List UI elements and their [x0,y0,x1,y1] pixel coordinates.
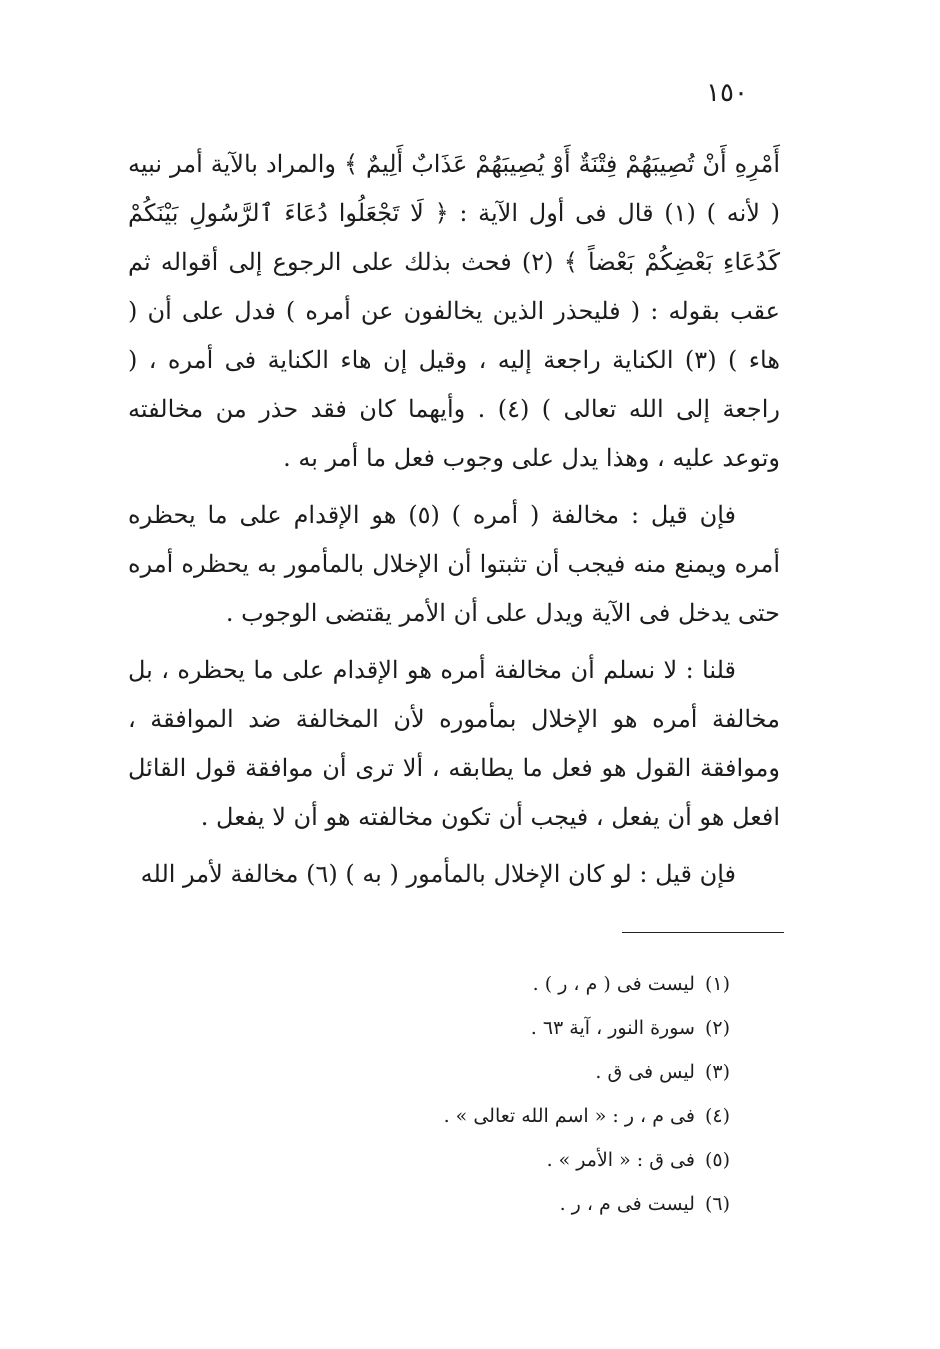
footnote-4 [200,1094,730,1138]
footnote-2 [200,1006,730,1050]
paragraph-3: قلنا : لا نسلم أن مخالفة أمره هو الإقدام على ما يحظره ، بل مخالفة أمره هو الإخلال بمأموره لأن المخالفة ضد الموافقة ، وموافقة القول هو فعل ما يطابقه ، ألا ترى أن موافقة قول القائل افعل هو أن يفعل ، فيجب أن تكون مخالفته هو أن لا يفعل . [128,656,780,831]
footnote-number: (٦) [704,1193,730,1215]
footnote-number: (٣) [704,1061,730,1083]
footnote-number: (٢) [704,1017,730,1039]
footnote-6 [200,1182,730,1226]
footnote-text: فى ق : « الأمر » . [546,1149,695,1171]
page-number: ١٥٠ [706,78,748,108]
footnote-number: (٤) [704,1105,730,1127]
footnote-number: (١) [704,973,730,995]
footnote-text: ليست فى ( م ، ر ) . [532,973,695,995]
footnote-number: (٥) [704,1149,730,1171]
footnote-text: ليست فى م ، ر . [559,1193,695,1215]
footnotes-list [200,962,730,1226]
footnote-3 [200,1050,730,1094]
paragraph-1: أَمْرِهِ أَنْ تُصِيبَهُمْ فِتْنَةٌ أَوْ يُصِيبَهُمْ عَذَابٌ أَلِيمٌ ﴾ والمراد بالآية أمر نبيه ( لأنه ) (١) قال فى أول الآية : ﴿ لَا تَجْعَلُوا دُعَاءَ ٱلرَّسُولِ بَيْنَكُمْ كَدُعَاءِ بَعْضِكُمْ بَعْضاً ﴾ (٢) فحث بذلك على الرجوع إلى أقواله ثم عقب بقوله : ( فليحذر الذين يخالفون عن أمره ) فدل على أن ( هاء ) (٣) الكناية راجعة إليه ، وقيل إن هاء الكناية فى أمره ، ( راجعة إلى الله تعالى ) (٤) . وأيهما كان فقد حذر من مخالفته وتوعد عليه ، وهذا يدل على وجوب فعل ما أمر به . [128,150,781,472]
footnote-separator [622,932,784,933]
footnote-5 [200,1138,730,1182]
paragraph-4: فإن قيل : لو كان الإخلال بالمأمور ( به ) (٦) مخالفة لأمر الله [140,860,736,888]
footnote-text: فى م ، ر : « اسم الله تعالى » . [443,1105,695,1127]
paragraph-2: فإن قيل : مخالفة ( أمره ) (٥) هو الإقدام على ما يحظره أمره ويمنع منه فيجب أن تثبتوا أن الإخلال بالمأمور به يحظره أمره حتى يدخل فى الآية ويدل على أن الأمر يقتضى الوجوب . [128,501,780,627]
footnote-1 [200,962,730,1006]
footnote-text: ليس فى ق . [595,1061,695,1083]
main-text [128,140,780,899]
footnote-text: سورة النور ، آية ٦٣ . [530,1017,695,1039]
